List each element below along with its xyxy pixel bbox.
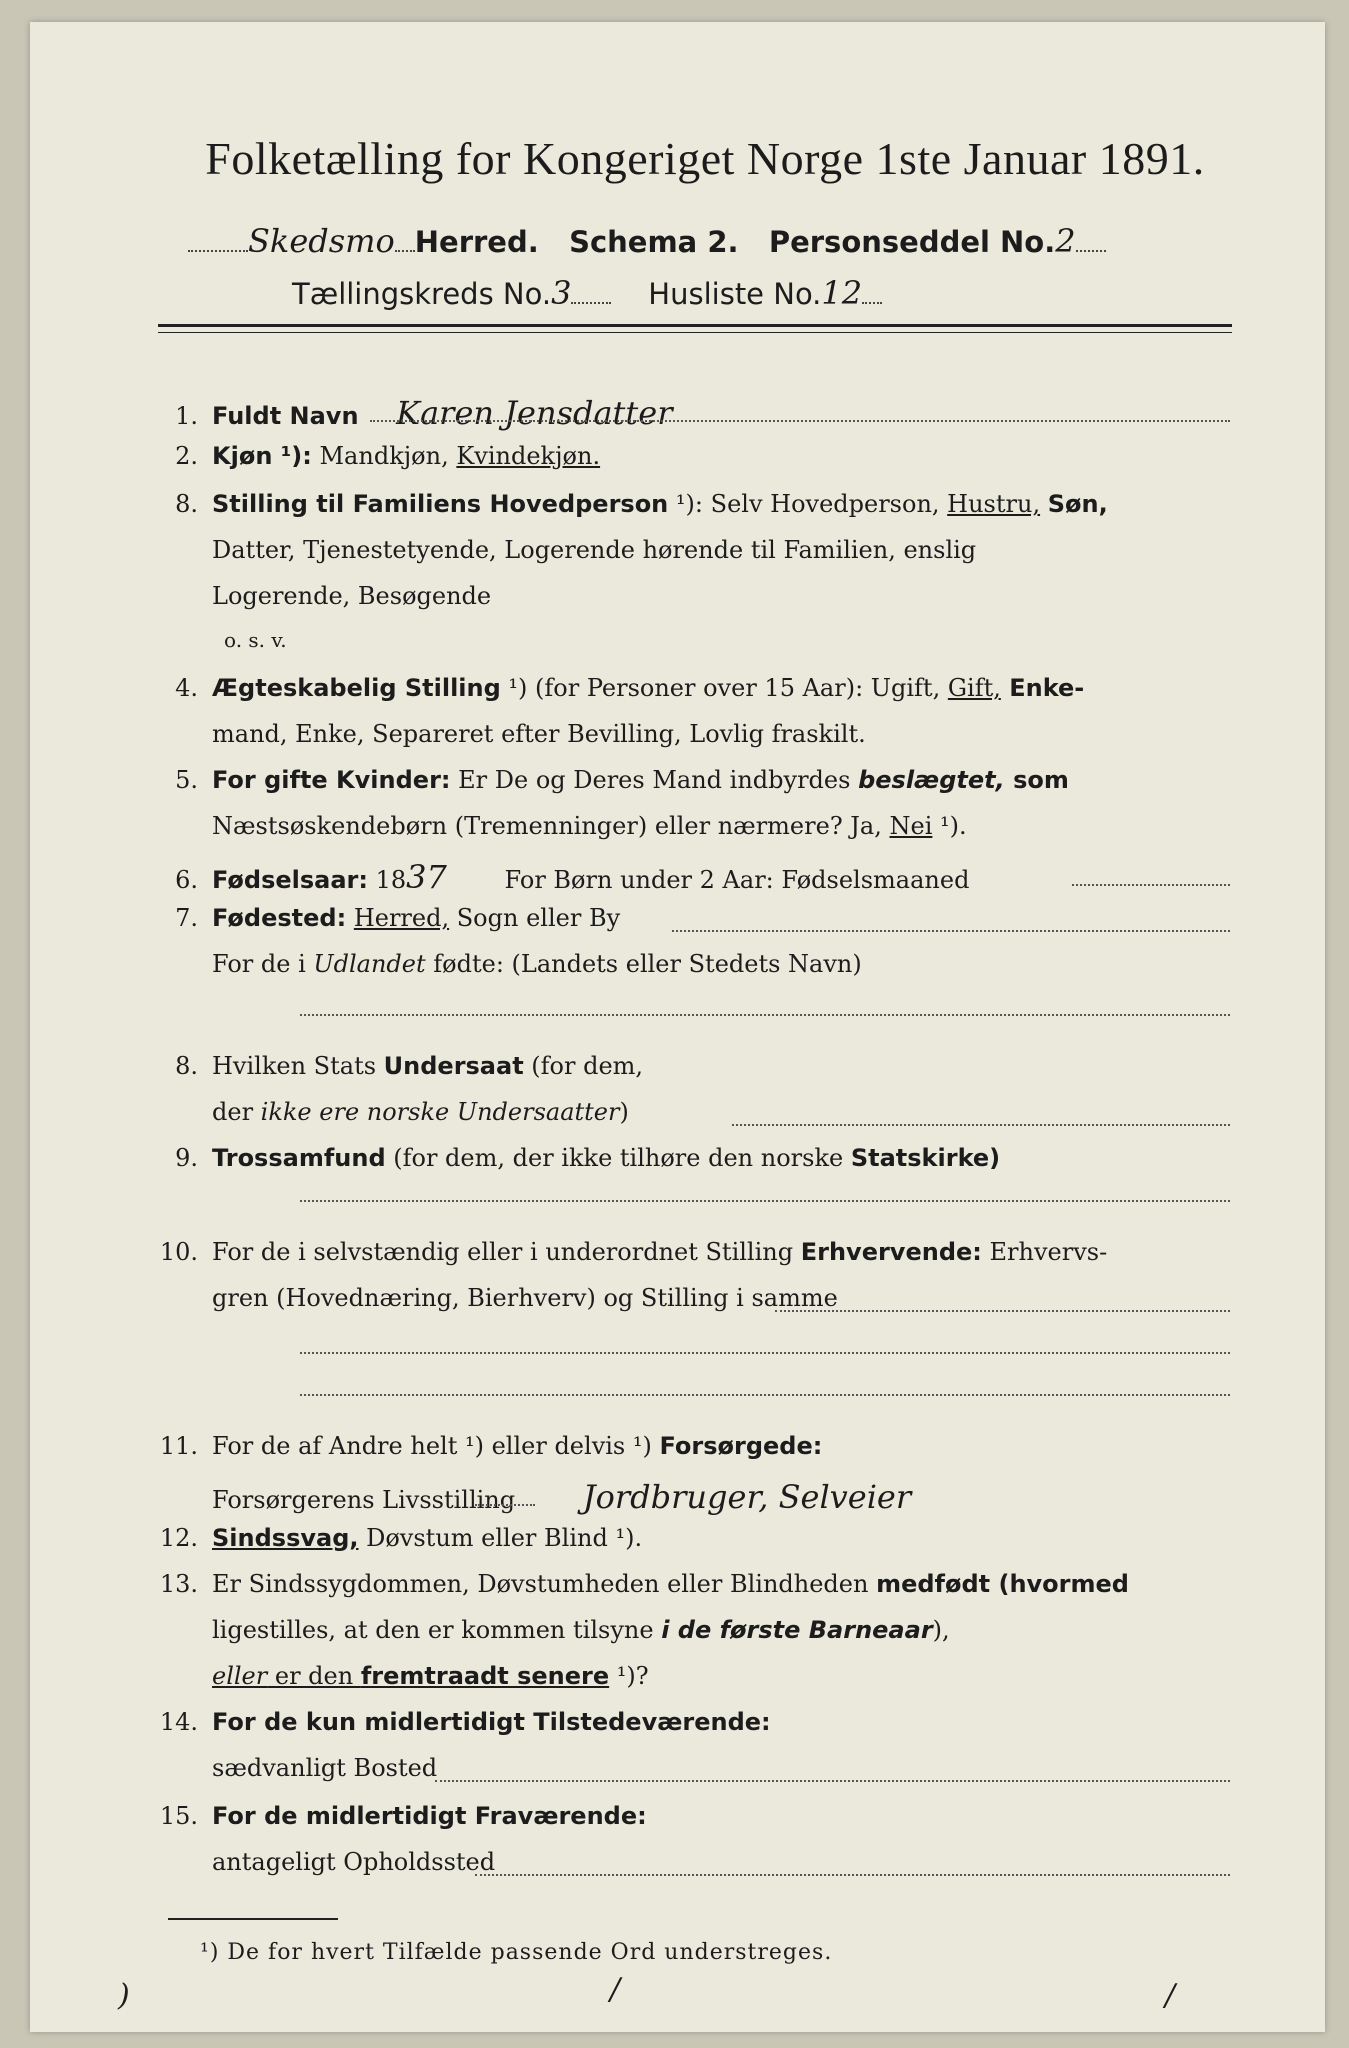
margin-mark-left: )	[118, 1978, 130, 2013]
q12-line: 12. Sindssvag, Døvstum eller Blind ¹).	[159, 1524, 643, 1552]
form-title: Folketælling for Kongeriget Norge 1ste Januar 1891.	[205, 133, 1205, 184]
kreds-value: 3	[551, 274, 572, 312]
footnote-divider	[168, 1918, 338, 1920]
q5-line: 5. For gifte Kvinder: Er De og Deres Mand indbyrdes beslægtet, som	[175, 766, 1069, 794]
q1-line: 1. Fuldt Navn Karen Jensdatter	[175, 394, 673, 432]
kreds-line	[292, 274, 882, 312]
q8-line: 8. Hvilken Stats Undersaat (for dem,	[175, 1052, 644, 1080]
personseddel-label: Personseddel No.	[768, 225, 1056, 259]
q5-selected: Nei	[889, 812, 933, 840]
q13-selected-senere: fremtraadt senere	[360, 1662, 610, 1690]
q11-line: 11. For de af Andre helt ¹) eller delvis ¹) Forsørgede:	[159, 1432, 823, 1460]
header-divider	[158, 324, 1232, 327]
q11-value: Jordbruger, Selveier	[582, 1478, 912, 1516]
q15-line: 15. For de midlertidigt Fraværende:	[159, 1802, 647, 1830]
q4-selected: Gift,	[947, 674, 1001, 702]
q13-line: 13. Er Sindssygdommen, Døvstumheden eller Blindheden medfødt (hvormed	[159, 1570, 1129, 1598]
q14-line: 14. For de kun midlertidigt Tilstedeværende:	[159, 1708, 771, 1736]
husliste-value: 12	[821, 274, 863, 312]
schema-label: Schema 2.	[569, 225, 739, 259]
q1-label: Fuldt Navn	[212, 402, 359, 430]
q9-line: 9. Trossamfund (for dem, der ikke tilhøre den norske Statskirke)	[175, 1144, 1001, 1172]
q3-selected: Hustru,	[947, 490, 1041, 518]
q6-line: 6. Fødselsaar: 1837 For Børn under 2 Aar: Fødselsmaaned	[175, 858, 970, 896]
q2-selected: Kvindekjøn.	[456, 442, 601, 470]
herred-label: Herred.	[414, 225, 539, 259]
footnote: ¹) De for hvert Tilfælde passende Ord understreges.	[200, 1940, 833, 1965]
census-form: Folketælling for Kongeriget Norge 1ste Januar 1891. Skedsmo Herred. Schema 2. Personseddel No.2 Tællingskreds No.3 Husliste No.12 1. Fuldt Navn Karen Jensdatter 2. Kjøn ¹): Mandkjøn, Kvindekjøn. 8. Stilling til Familiens Hovedperson ¹): Selv Hovedperson, Hustru, Søn, Datter, Tjenestetyende, Logerende hørende til Familien, enslig Logerende, Besøgende o. s. v. 4. Ægteskabelig Stilling ¹) (for Personer over 15 Aar): Ugift, Gift, Enke- mand, Enke, Separeret efter Bevilling, Lovlig fraskilt. 5. For gifte Kvinder: Er De og Deres Mand indbyrdes beslægtet, som Næstsøskendebørn (Tremenninger) eller nærmere? Ja, Nei ¹). 6. Fødselsaar: 1837 For Børn under 2 Aar: Fødselsmaaned 7. Fødested: Herred, Sogn eller By For de i Udlandet fødte: (Landets eller Stedets Navn) 8. Hvilken Stats Undersaat (for dem, der ikke ere norske Undersaatter) 9. Trossamfund (for dem, der ikke tilhøre den norske Statskirke) 10. For de i selvstændig eller i underordnet Stilling Erhvervende: Erhvervs- gren (Hovednæring, Bierhverv) og Stilling i samme 11. For de af Andre helt ¹) eller delvis ¹) Forsørgede: Forsørgerens Livsstilling Jordbruger, Selveier 12. Sindssvag, Døvstum eller Blind ¹). 13. Er Sindssygdommen, Døvstumheden eller Blindheden medfødt (hvormed ligestilles, at den er kommen tilsyne i de første Barneaar), eller er den fremtraadt senere ¹)? 14. For de kun midlertidigt Tilstedeværende: sædvanligt Bosted 15. For de midlertidigt Fraværende: antageligt Opholdssted ¹) De for hvert Tilfælde passende Ord understreges. ) / /	[30, 22, 1325, 2032]
herred-line	[188, 222, 1106, 260]
personseddel-value: 2	[1055, 222, 1076, 260]
header-divider-thin	[158, 332, 1232, 333]
q1-value: Karen Jensdatter	[396, 394, 673, 432]
q2-line: 2. Kjøn ¹): Mandkjøn, Kvindekjøn.	[175, 442, 601, 470]
q12-selected: Sindssvag,	[212, 1524, 359, 1552]
q10-line: 10. For de i selvstændig eller i underordnet Stilling Erhvervende: Erhvervs-	[159, 1238, 1108, 1266]
margin-mark-right: /	[1165, 1978, 1176, 2013]
q3-line: 8. Stilling til Familiens Hovedperson ¹): Selv Hovedperson, Hustru, Søn,	[175, 490, 1108, 518]
q13-selected-eller: eller	[212, 1662, 268, 1690]
q7-line: 7. Fødested: Herred, Sogn eller By	[175, 904, 621, 932]
q7-selected: Herred,	[353, 904, 450, 932]
herred-value: Skedsmo	[248, 222, 395, 260]
kreds-label: Tællingskreds No.	[292, 277, 552, 311]
q4-line: 4. Ægteskabelig Stilling ¹) (for Personer over 15 Aar): Ugift, Gift, Enke-	[175, 674, 1085, 702]
husliste-label: Husliste No.	[648, 277, 822, 311]
margin-mark-center: /	[610, 1972, 621, 2007]
q6-value: 37	[406, 858, 447, 896]
